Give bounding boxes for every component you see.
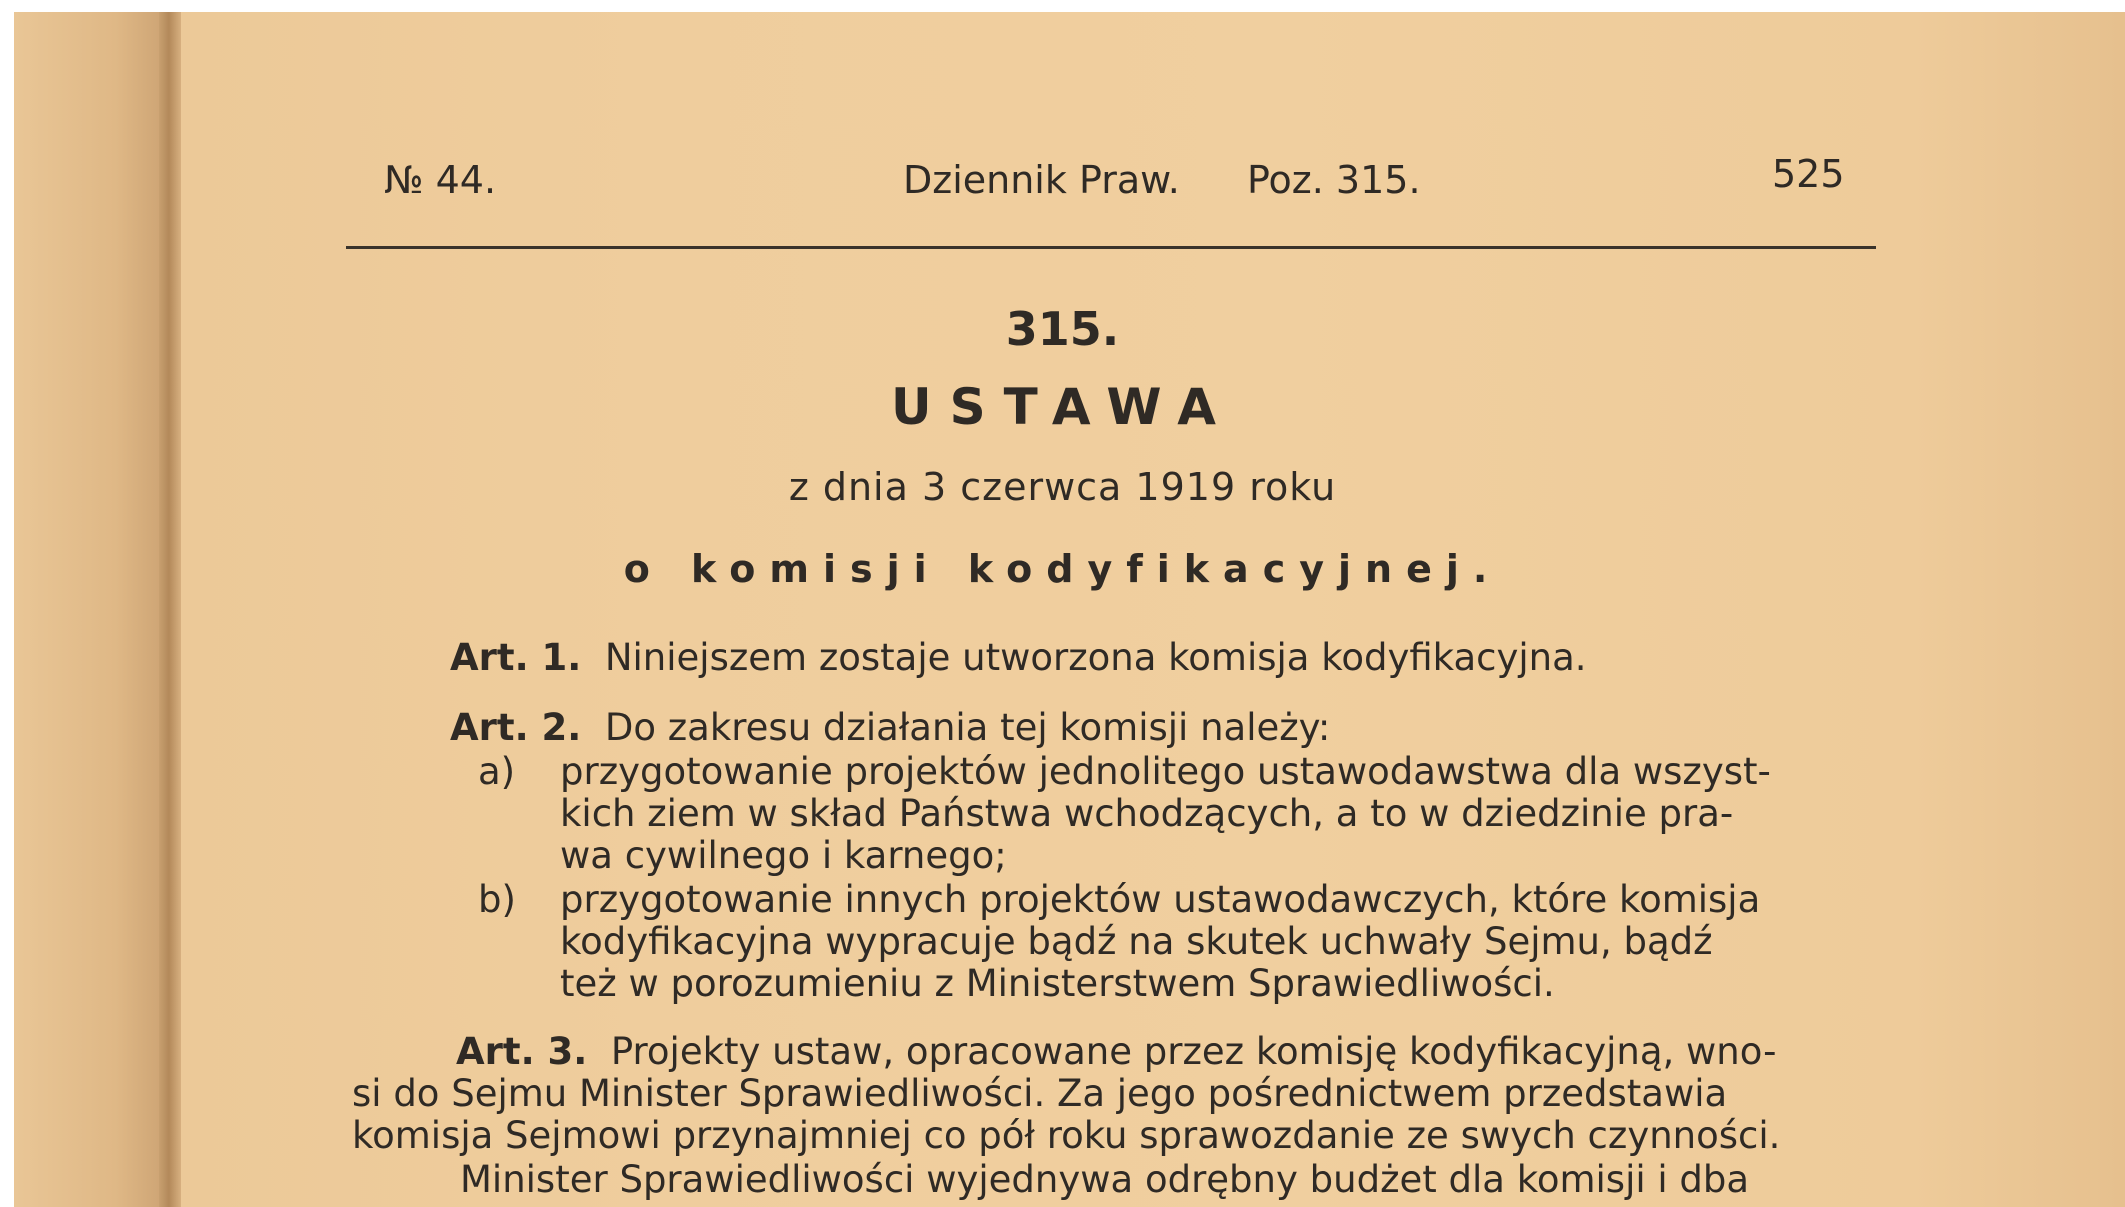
article-label: Art. 2. — [450, 706, 582, 749]
article-text: Do zakresu działania tej komisji należy: — [604, 706, 1331, 749]
article-2 — [450, 706, 1330, 749]
document-title: USTAWA — [891, 378, 1234, 436]
article-3-line: komisja Sejmowi przynajmniej co pół roku sprawozdanie ze swych czynności. — [352, 1114, 1781, 1157]
document-subject: o komisji kodyfikacyjnej. — [623, 547, 1502, 591]
list-item-line: kodyfikacyjna wypracuje bądź na skutek uchwały Sejmu, bądź — [560, 920, 1713, 963]
list-item-line: przygotowanie innych projektów ustawodawczych, które komisja — [560, 878, 1761, 921]
book-spine — [159, 12, 181, 1207]
list-marker-b: b) — [478, 878, 516, 921]
article-text: Projekty ustaw, opracowane przez komisję kodyfikacyjną, wno- — [610, 1030, 1777, 1073]
position-number: Poz. 315. — [1247, 158, 1421, 202]
header-rule — [346, 246, 1876, 249]
list-item-line: wa cywilnego i karnego; — [560, 834, 1007, 877]
list-marker-a: a) — [478, 750, 516, 793]
article-1 — [450, 636, 1587, 679]
article-text: Niniejszem zostaje utworzona komisja kodyfikacyjna. — [604, 636, 1587, 679]
list-item-line: przygotowanie projektów jednolitego ustawodawstwa dla wszyst- — [560, 750, 1771, 793]
left-page-edge — [14, 12, 159, 1207]
article-3-line: si do Sejmu Minister Sprawiedliwości. Za jego pośrednictwem przedstawia — [352, 1072, 1728, 1115]
journal-title: Dziennik Praw. — [903, 158, 1180, 202]
document-date: z dnia 3 czerwca 1919 roku — [788, 465, 1337, 509]
article-3-line: Minister Sprawiedliwości wyjednywa odrębny budżet dla komisji i dba — [460, 1158, 1750, 1201]
article-3-line — [456, 1030, 1776, 1073]
page-number: 525 — [1772, 152, 1845, 196]
document-number: 315. — [1005, 302, 1120, 356]
article-label: Art. 1. — [450, 636, 582, 679]
list-item-line: też w porozumieniu z Ministerstwem Sprawiedliwości. — [560, 962, 1555, 1005]
article-label: Art. 3. — [456, 1030, 588, 1073]
list-item-line: kich ziem w skład Państwa wchodzących, a to w dziedzinie pra- — [560, 792, 1734, 835]
issue-number: № 44. — [384, 158, 497, 202]
